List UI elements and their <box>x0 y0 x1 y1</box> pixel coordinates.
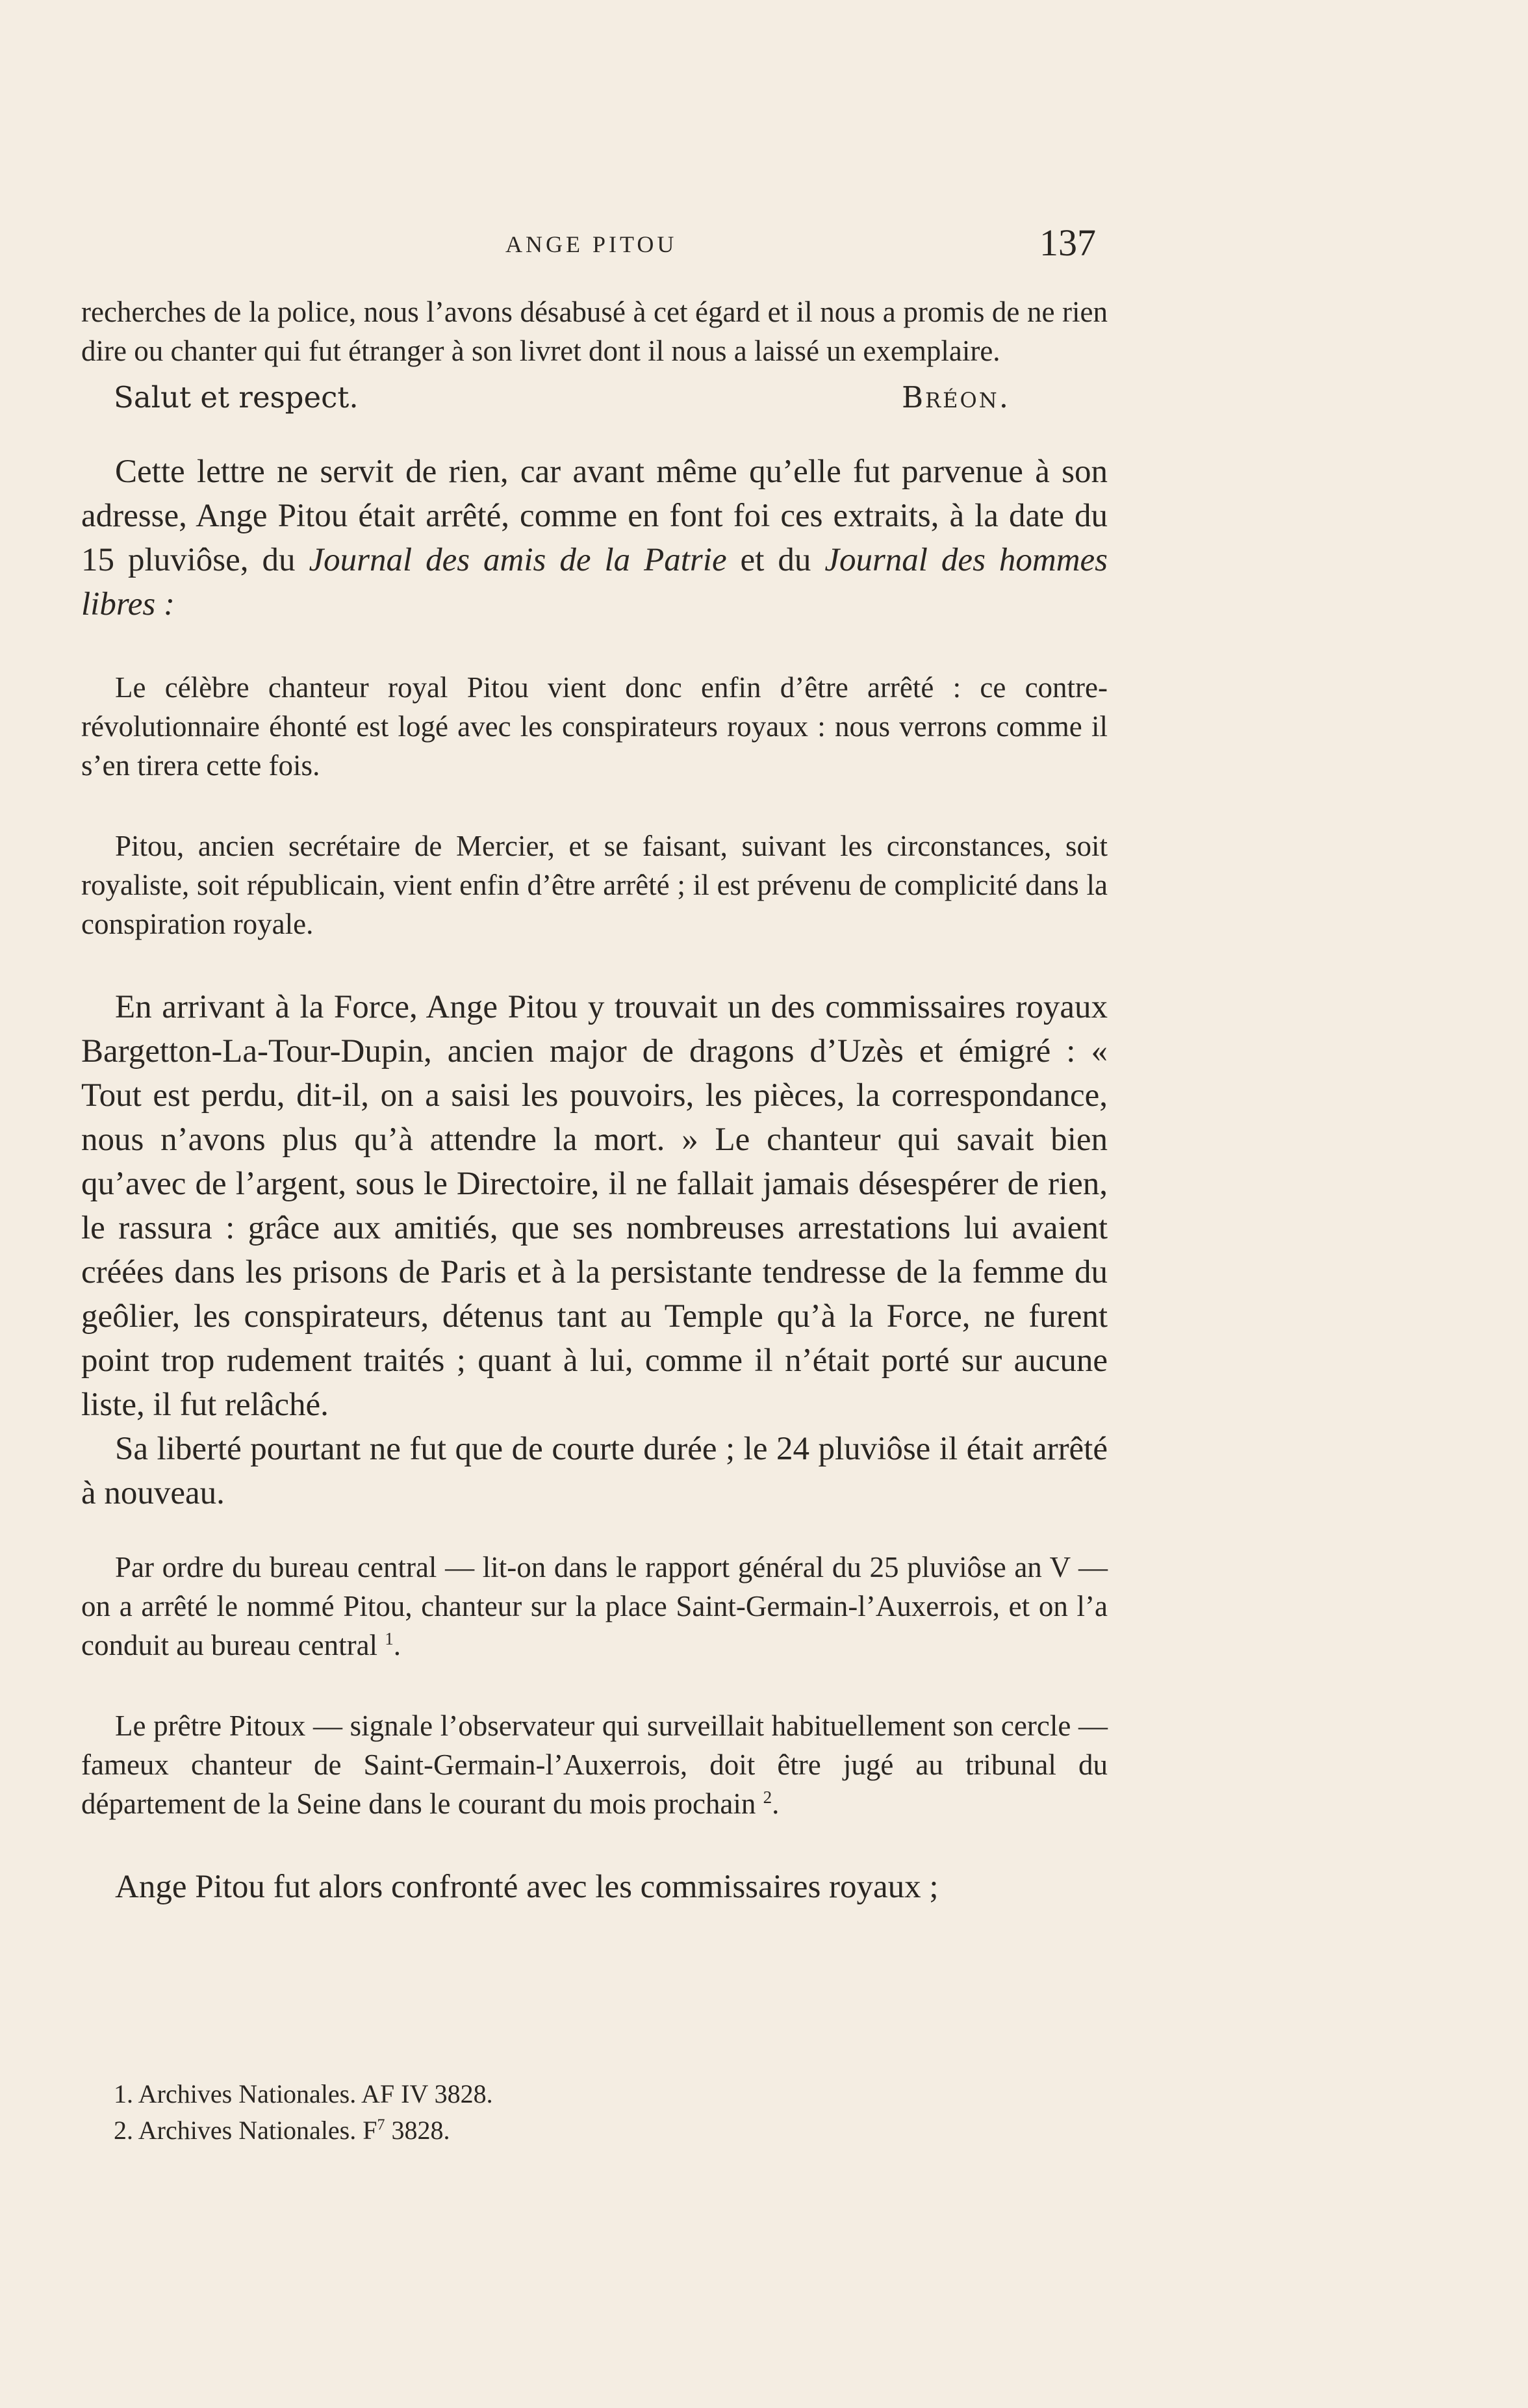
footnote-ref-1: 1 <box>385 1629 394 1648</box>
letter-signature: Bréon. <box>901 380 1010 415</box>
quotation-2: Pitou, ancien secrétaire de Mercier, et se faisant, suivant les circonstances, soit royaliste, soit républicain, vient enfin d’être arrêté ; il est prévenu de complicité dans la conspiration royale. <box>81 830 1108 940</box>
quotation-3: Par ordre du bureau central — lit-on dans le rapport général du 25 pluviôse an V — on a arrêté le nommé Pitou, chanteur sur la place Saint-Germain-l’Auxerrois, et on l’a conduit au bureau central $^1$. <box>81 1551 1108 1661</box>
paragraph-1-text: Cette lettre ne servit de rien, car avant même qu’elle fut parvenue à son adresse, Ange Pitou était arrêté, comme en font foi ces extraits, à la date du 15 pluviôse, du <box>81 454 1108 578</box>
journal-title-1: Journal des amis de la Patrie <box>309 542 727 578</box>
paragraph-1 <box>81 450 1108 626</box>
paragraph-4: Ange Pitou fut alors confronté avec les commissaires royaux ; <box>115 1869 939 1905</box>
paragraph-2: En arrivant à la Force, Ange Pitou y trouvait un des commissaires royaux Bargetton-La-Tour-Dupin, ancien major de dragons d’Uzès et émigré : « Tout est perdu, dit-il, on a saisi les pouvoirs, les pièces, la correspondance, nous n’avons plus qu’à attendre la mort. » Le chanteur qui savait bien qu’avec de l’argent, sous le Directoire, il ne fallait jamais désespérer de rien, le rassura : grâce aux amitiés, que ses nombreuses arrestations lui avaient créées dans les prisons de Paris et à la persistante tendresse de la femme du geôlier, les conspirateurs, détenus tant au Temple qu’à la Force, ne furent point trop rudement traités ; quant à lui, comme il n’était porté sur aucune liste, il fut relâché. <box>81 989 1108 1423</box>
footnote-2-superscript: 7 <box>377 2116 385 2134</box>
page-number: 137 <box>1039 222 1096 264</box>
quotation-4-text: Le prêtre Pitoux — signale l’observateur qui surveillait habituellement son cercle — fameux chanteur de Saint-Germain-l’Auxerrois, doit être jugé au tribunal du département de la Seine dans le courant du mois prochain <box>81 1710 1108 1820</box>
quotation-1: Le célèbre chanteur royal Pitou vient donc enfin d’être arrêté : ce contre-révolutionnaire éhonté est logé avec les conspirateurs royaux : nous verrons comme il s’en tirera cette fois. <box>81 671 1108 782</box>
footnote-1-text: Archives Nationales. AF IV 3828. <box>138 2079 493 2108</box>
footnotes <box>114 2076 493 2149</box>
main-text <box>81 292 1108 1909</box>
footnote-2-text: Archives Nationales. F <box>138 2116 377 2145</box>
quotation-4: Le prêtre Pitoux — signale l’observateur qui surveillait habituellement son cercle — fameux chanteur de Saint-Germain-l’Auxerrois, doit être jugé au tribunal du département de la Seine dans le courant du mois prochain $^2$. <box>81 1710 1108 1820</box>
running-title: ANGE PITOU <box>505 231 678 257</box>
footnote-2-suffix: 3828. <box>385 2116 450 2145</box>
footnote-1 <box>114 2076 493 2112</box>
quotation-3-text: Par ordre du bureau central — lit-on dans le rapport général du 25 pluviôse an V — on a arrêté le nommé Pitou, chanteur sur la place Saint-Germain-l’Auxerrois, et on l’a conduit au bureau central <box>81 1551 1108 1661</box>
letter-closing: Salut et respect. <box>114 380 359 415</box>
footnote-ref-2: 2 <box>763 1787 772 1807</box>
paragraph-1-conjunction: et du <box>726 542 825 578</box>
journal-title-2: Journal des hommes libres : <box>81 542 1108 622</box>
footnote-2 <box>114 2112 493 2149</box>
footnote-1-number: 1. <box>114 2079 133 2108</box>
letter-ending: recherches de la police, nous l’avons désabusé à cet égard et il nous a promis de ne rien dire ou chanter qui fut étranger à son livret dont il nous a laissé un exemplaire. <box>81 296 1108 367</box>
paragraph-3: Sa liberté pourtant ne fut que de courte durée ; le 24 pluviôse il était arrêté à nouveau. <box>81 1431 1108 1511</box>
letter-closing-line <box>81 378 1108 417</box>
footnote-2-number: 2. <box>114 2116 133 2145</box>
